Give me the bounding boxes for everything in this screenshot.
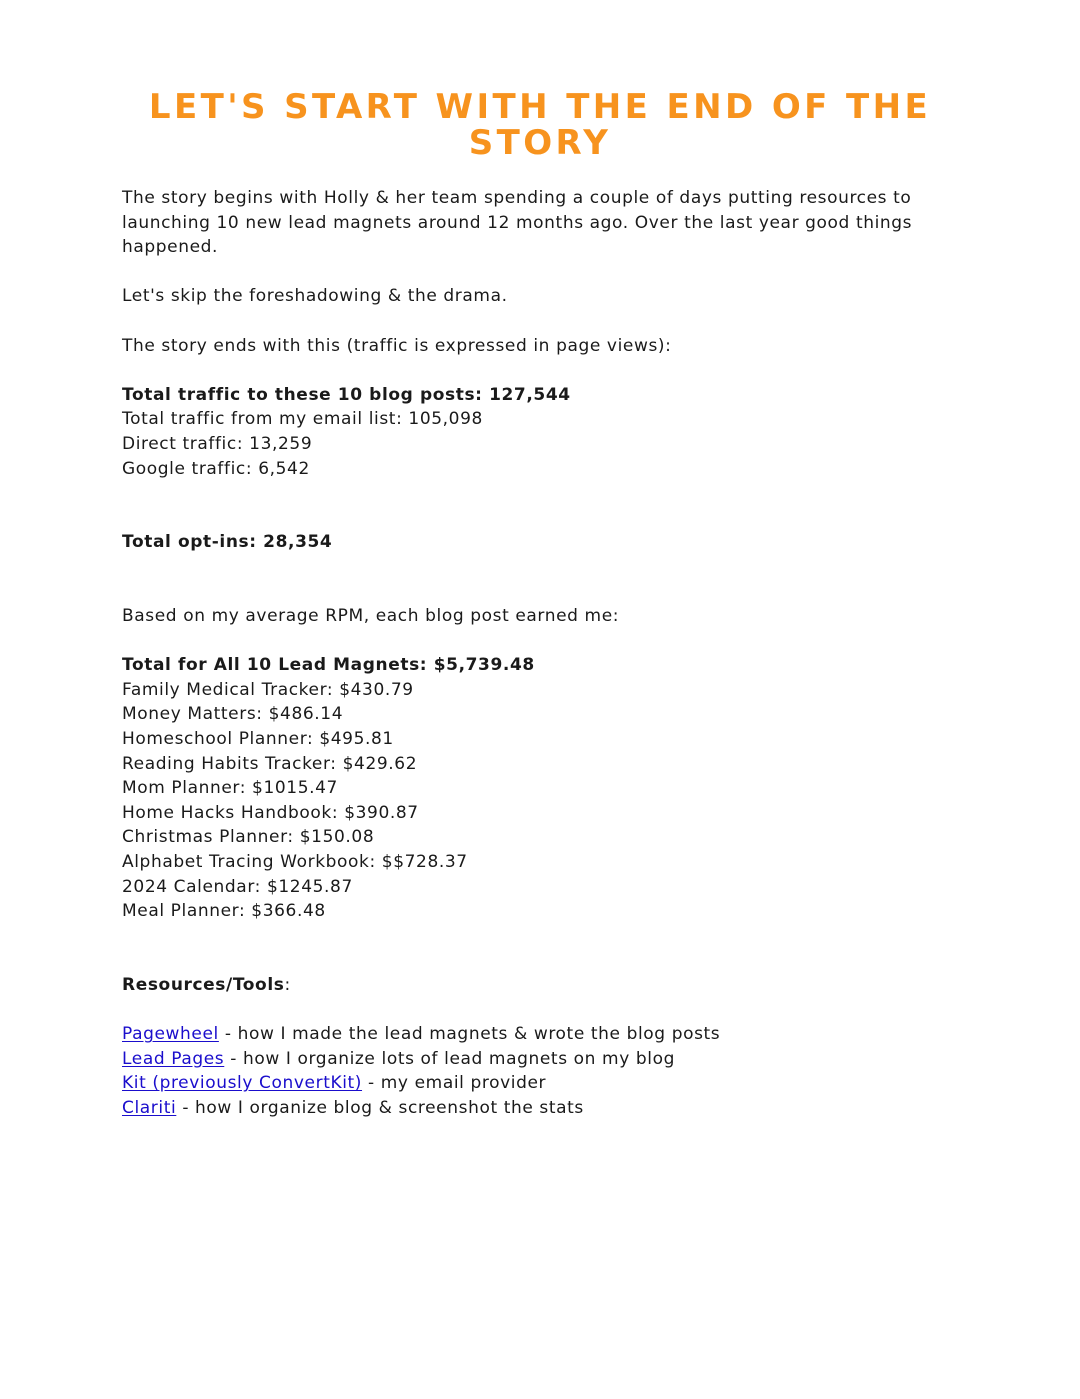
resource-row-pagewheel: [122, 1022, 952, 1047]
intro-paragraph: [122, 186, 952, 260]
earnings-item: Money Matters: $486.14: [122, 704, 344, 725]
resources-list: [122, 1022, 952, 1120]
earnings-item: Homeschool Planner: $495.81: [122, 729, 394, 750]
direct-traffic: Direct traffic: 13,259: [122, 433, 313, 454]
page-title: LET'S START WITH THE END OF THE STORY: [148, 86, 932, 163]
earnings-item: Meal Planner: $366.48: [122, 901, 326, 922]
resource-desc: - my email provider: [362, 1073, 547, 1094]
total-traffic: Total traffic to these 10 blog posts: 127,544: [122, 384, 571, 405]
intro-line-3: happened.: [122, 237, 219, 258]
story-ends-text: The story ends with this (traffic is expressed in page views):: [122, 335, 672, 356]
google-traffic: Google traffic: 6,542: [122, 458, 310, 479]
traffic-stats: [122, 383, 952, 481]
resource-row-clariti: [122, 1096, 952, 1121]
resource-row-kit: [122, 1071, 952, 1096]
resource-desc: - how I organize blog & screenshot the stats: [176, 1097, 584, 1118]
kit-link[interactable]: Kit (previously ConvertKit): [122, 1073, 363, 1094]
earnings-item: Reading Habits Tracker: $429.62: [122, 753, 418, 774]
document-body: [122, 186, 952, 1121]
resource-desc: - how I made the lead magnets & wrote the blog posts: [218, 1024, 721, 1045]
email-traffic: Total traffic from my email list: 105,098: [122, 409, 483, 430]
earnings-item: Home Hacks Handbook: $390.87: [122, 802, 419, 823]
earnings-item: Christmas Planner: $150.08: [122, 827, 375, 848]
earnings-item: 2024 Calendar: $1245.87: [122, 876, 353, 897]
clariti-link[interactable]: Clariti: [122, 1097, 177, 1118]
intro-line-1: The story begins with Holly & her team spending a couple of days putting resources to: [122, 188, 912, 208]
pagewheel-link[interactable]: Pagewheel: [122, 1024, 219, 1045]
resources-heading: Resources/Tools: [122, 975, 285, 995]
resource-row-lead-pages: [122, 1047, 952, 1072]
resources-colon: :: [284, 975, 291, 995]
resources-heading-line: [122, 973, 952, 998]
earnings-item: Mom Planner: $1015.47: [122, 778, 338, 799]
skip-text: Let's skip the foreshadowing & the drama.: [122, 286, 508, 307]
earnings-total: Total for All 10 Lead Magnets: $5,739.48: [122, 655, 535, 676]
earnings-item: Alphabet Tracing Workbook: $$728.37: [122, 852, 468, 873]
total-optins: Total opt-ins: 28,354: [122, 532, 333, 553]
intro-line-2: launching 10 new lead magnets around 12 months ago. Over the last year good things: [122, 212, 913, 233]
earnings-item: Family Medical Tracker: $430.79: [122, 679, 414, 700]
rpm-intro: Based on my average RPM, each blog post earned me:: [122, 606, 620, 627]
earnings-list: [122, 653, 952, 924]
resource-desc: - how I organize lots of lead magnets on my blog: [224, 1048, 675, 1069]
lead-pages-link[interactable]: Lead Pages: [122, 1048, 225, 1069]
